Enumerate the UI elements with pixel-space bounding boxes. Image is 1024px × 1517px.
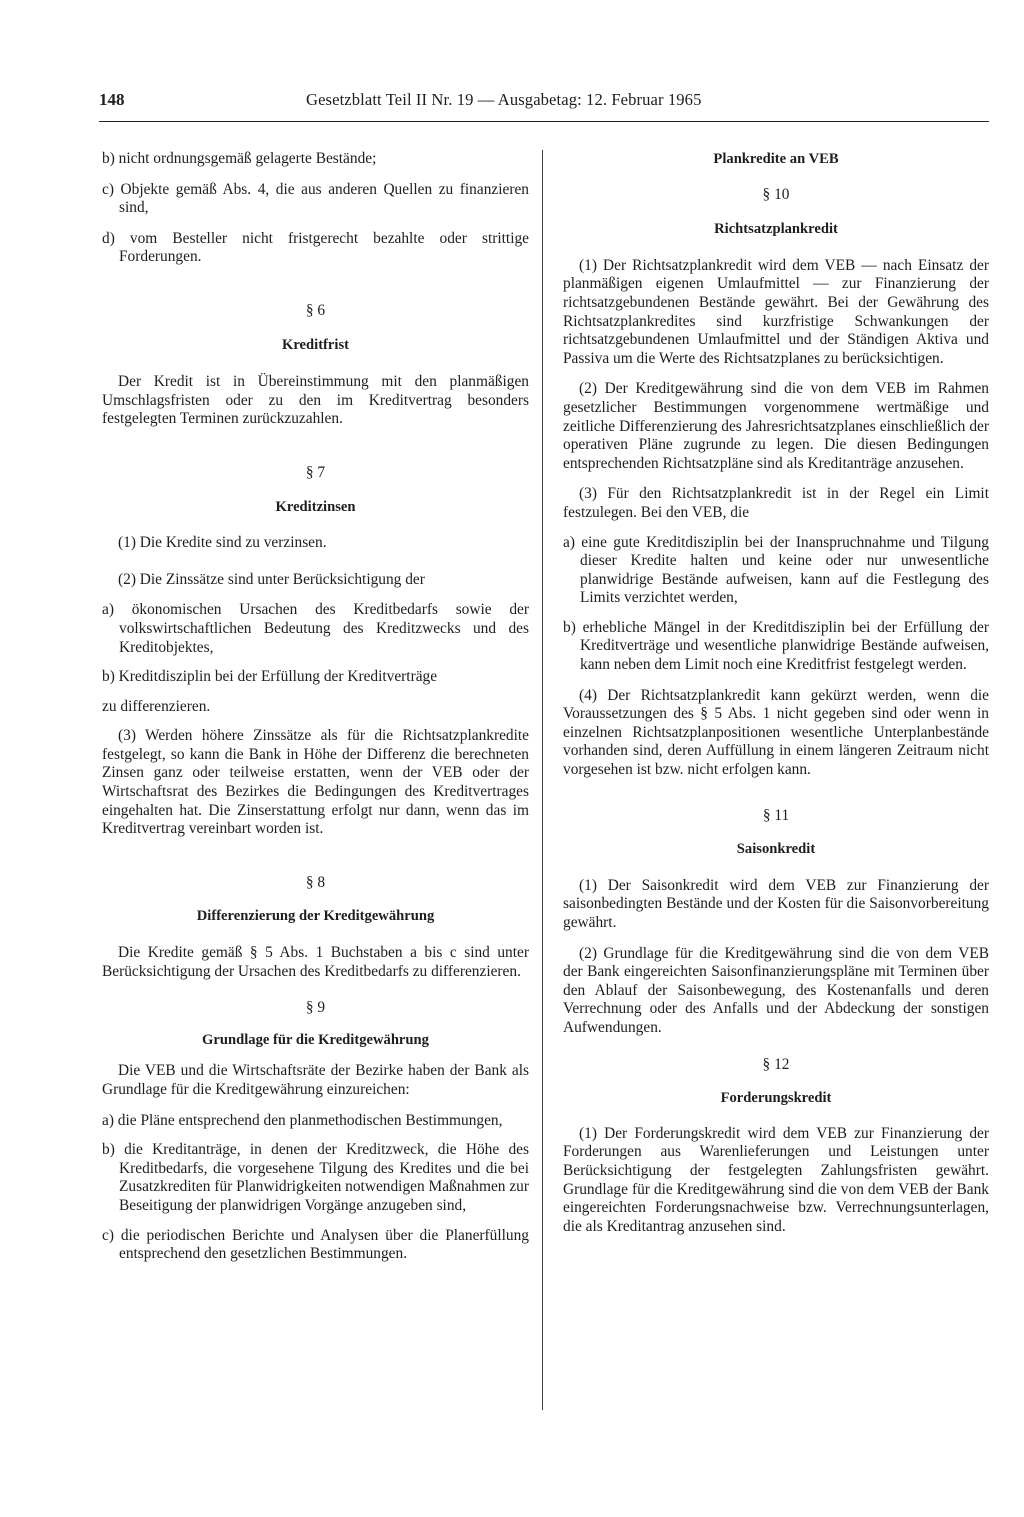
list-item: b) erhebliche Mängel in der Kreditdisziplin bei der Erfüllung der Kreditverträge und wesentliche planwidrige Bestände aufweisen, kann neben dem Limit noch eine Kreditfrist festgelegt werden. (563, 618, 989, 674)
list-item: b) nicht ordnungsgemäß gelagerte Bestände; (102, 150, 377, 167)
paragraph: (3) Für den Richtsatzplankredit ist in der Regel ein Limit festzulegen. Bei den VEB, die (563, 485, 989, 521)
list-item: b) Kreditdisziplin bei der Erfüllung der Kreditverträge (102, 668, 438, 686)
paragraph: (2) Die Zinssätze sind unter Berücksichtigung der (118, 570, 425, 588)
list-item: a) eine gute Kreditdisziplin bei der Inanspruchnahme und Tilgung dieser Kredite halten und keine oder nur unwesentliche planwidrige Bestände aufweisen, kann auf die Festlegung des Limits verzichtet werden, (563, 533, 989, 607)
paragraph: Der Kredit ist in Übereinstimmung mit den planmäßigen Umschlagsfristen oder zu den im Kreditvertrag besonders festgelegten Terminen zurückzuzahlen. (102, 373, 529, 428)
section-title: Richtsatzplankredit (714, 221, 838, 238)
section-title: Saisonkredit (736, 841, 816, 858)
column-divider (542, 150, 543, 1410)
right-column (563, 150, 989, 1236)
list-item: b) die Kreditanträge, in denen der Kreditzweck, die Höhe des Kreditbedarfs, die vorgesehene Tilgung des Kredites und die bei Zusatzkrediten für Planwidrigkeiten notwendigen Maßnahmen zur Beseitigung der planwidrigen Vorgänge anzugeben sind, (102, 1141, 529, 1214)
paragraph: (4) Der Richtsatzplankredit kann gekürzt werden, wenn die Voraussetzungen des § 5 Abs. 1 nicht gegeben sind oder wenn in einzelnen Richtsatzplanpositionen wesentliche Unterplanbestände vorhanden sind, deren Auffüllung in einem längeren Zeitraum nicht vorgesehen ist bzw. nicht erfolgen kann. (563, 686, 989, 779)
section-title: Forderungskredit (720, 1090, 832, 1107)
section-title: Kreditzinsen (275, 498, 356, 515)
section-number: § 6 (305, 301, 326, 319)
paragraph: (1) Der Richtsatzplankredit wird dem VEB — nach Einsatz der planmäßigen eigenen Umlaufmittel — zur Finanzierung der richtsatzgebundenen Bestände gewährt. Bei der Gewährung des Richtsatzplankredites sind kurzfristige Schwankungen der richtsatzgebundenen Umlaufmittel und der Ständigen Aktiva und Passiva um die Werte des Richtsatzplanes zu berücksichtigen. (563, 256, 989, 367)
section-title: Differenzierung der Kreditgewährung (196, 908, 435, 925)
group-title: Plankredite an VEB (713, 151, 839, 167)
paragraph: (1) Der Forderungskredit wird dem VEB zur Finanzierung der Forderungen aus Warenlieferungen und Leistungen unter Berücksichtigung der festgelegten Zahlungsfristen gewährt. Grundlage für die Kreditgewährung sind die von dem VEB der Bank eingereichten Forderungsnachweise bzw. Verrechnungsunterlagen, die als Kreditantrag anzusehen sind. (563, 1124, 989, 1235)
paragraph: (1) Der Saisonkredit wird dem VEB zur Finanzierung der saisonbedingten Bestände und der Kosten für die Saisonvorbereitung gewährt. (563, 876, 989, 931)
section-number: § 7 (305, 463, 326, 481)
section-number: § 10 (762, 185, 790, 203)
paragraph: Die Kredite gemäß § 5 Abs. 1 Buchstaben a bis c sind unter Berücksichtigung der Ursachen des Kreditbedarfs zu differenzieren. (102, 944, 529, 980)
list-item: a) ökonomischen Ursachen des Kreditbedarfs sowie der volkswirtschaftlichen Bedeutung des Kreditzwecks und des Kreditobjektes, (102, 601, 529, 656)
list-item: c) die periodischen Berichte und Analysen über die Planerfüllung entsprechend den gesetzlichen Bestimmungen. (102, 1226, 529, 1263)
section-number: § 8 (305, 873, 326, 891)
section-number: § 12 (762, 1055, 790, 1073)
section-number: § 9 (305, 999, 326, 1017)
list-item: d) vom Besteller nicht fristgerecht bezahlte oder strittige Forderungen. (102, 229, 529, 266)
running-title: Gesetzblatt Teil II Nr. 19 — Ausgabetag: 12. Februar 1965 (306, 90, 702, 109)
section-number: § 11 (762, 806, 790, 824)
paragraph: (2) Grundlage für die Kreditgewährung sind die von dem VEB der Bank eingereichten Saisonfinanzierungspläne mit Terminen über den Ablauf der Saisonbewegung, des Kostenanfalls und deren Verrechnung oder des Anfalls und der Abdeckung der sonstigen Aufwendungen. (563, 944, 989, 1036)
left-column (102, 150, 529, 1264)
list-item: c) Objekte gemäß Abs. 4, die aus anderen Quellen zu finanzieren sind, (102, 180, 529, 217)
list-item: a) die Pläne entsprechend den planmethodischen Bestimmungen, (102, 1111, 503, 1129)
paragraph: Die VEB und die Wirtschaftsräte der Bezirke haben der Bank als Grundlage für die Kreditgewährung einzureichen: (102, 1062, 529, 1098)
section-title: Kreditfrist (281, 336, 349, 353)
paragraph: zu differenzieren. (102, 697, 211, 715)
paragraph: (2) Der Kreditgewährung sind die von dem VEB im Rahmen gesetzlicher Bestimmungen vorgenommene wertmäßige und zeitliche Differenzierung des Jahresrichtsatzplanes einschließlich der operativen Pläne zugrunde zu legen. Die diesen Bedingungen entsprechenden Richtsatzpläne sind als Kreditanträge anzusehen. (563, 380, 989, 472)
paragraph: (1) Die Kredite sind zu verzinsen. (118, 534, 327, 552)
paragraph: (3) Werden höhere Zinssätze als für die Richtsatzplankredite festgelegt, so kann die Bank in Höhe der Differenz die berechneten Zinsen ganz oder teilweise erstatten, wenn der VEB oder der Wirtschaftsrat des Bezirkes die Bedingungen des Kreditvertrages eingehalten hat. Die Zinserstattung erfolgt nur dann, wenn das im Kreditvertrag vereinbart worden ist. (102, 727, 529, 838)
page-number: 148 (99, 90, 125, 109)
section-title: Grundlage für die Kreditgewährung (202, 1031, 429, 1048)
page-header (99, 91, 989, 122)
